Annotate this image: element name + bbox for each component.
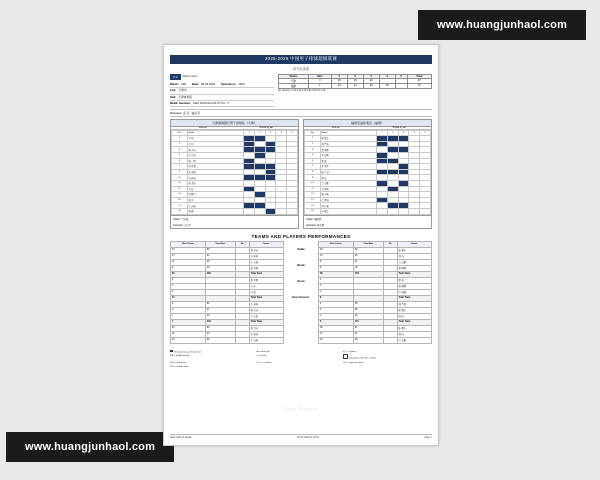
team-total: 97 <box>407 78 431 83</box>
watermark-bottom: www.huangjunhaol.com <box>6 432 174 462</box>
coach-label: Coach: 谢国臣 <box>304 215 431 222</box>
category-block: Block <box>297 262 305 267</box>
referees-bar: Referees: 孟 乔 , 曲必芳 <box>170 109 432 117</box>
match-header <box>170 74 432 108</box>
set-score: 18 <box>379 83 395 88</box>
table-row: 7 张 冠华 <box>305 164 431 170</box>
coach-label: Coach: 王宝泉 <box>171 215 298 222</box>
col-no: No. <box>172 130 188 136</box>
col-set5: 5 <box>395 74 407 78</box>
table-row: 3 黄 明辉 <box>319 283 432 289</box>
performance-right <box>318 241 432 344</box>
table-row: 21 43 李 岩岩 <box>171 331 284 337</box>
info-key: Hall: <box>170 94 177 99</box>
set-score: 25 <box>363 83 379 88</box>
empty-square-icon <box>343 354 348 359</box>
col-no: No. <box>305 130 321 136</box>
table-row: 10 吴 志鹏 <box>305 180 431 186</box>
info-value: A65 <box>181 81 186 86</box>
set-score <box>395 83 407 88</box>
lineup-label: Line-up <box>198 126 207 129</box>
table-row: 16 刘 洋 <box>172 197 298 203</box>
set-score: 25 <box>347 78 363 83</box>
match-info-block <box>170 74 274 108</box>
table-row: 12 29 于 垚辰 <box>171 259 284 265</box>
team-sets: 1 <box>308 83 331 88</box>
info-key: Match duration: <box>170 101 191 105</box>
filled-square-icon <box>170 350 173 353</box>
table-row: 4 郭 成 <box>319 277 432 283</box>
info-key: Match: <box>170 81 180 86</box>
player-table <box>171 130 298 215</box>
assistant-label: Assistant: 李小平 <box>173 223 192 227</box>
table-row: 2 李 铭 <box>171 289 284 295</box>
info-key: Spectators: <box>221 81 237 86</box>
ghost-logo: Data Project <box>283 406 319 411</box>
table-total-row: 59 156 Total Team <box>319 271 432 277</box>
table-row: 1 李 铭 <box>172 136 298 142</box>
col-name: Name <box>321 130 377 136</box>
col-teams: Teams <box>279 74 309 78</box>
table-row: 17 41 李 岩岩 <box>171 253 284 259</box>
table-row: 10 李 岩岩 <box>172 175 298 181</box>
legend-col: Digs = Excellent <box>170 361 186 364</box>
legend-col: Starting line-up with position <box>170 350 256 355</box>
table-row: 16 钟 伟鑫 <box>305 203 431 209</box>
performance-categories <box>288 241 314 305</box>
info-row <box>170 101 274 107</box>
table-row: 3 王 径 <box>171 283 284 289</box>
team-title: 天津渤海银行男子排球队（天津） <box>171 120 298 126</box>
set-score: 22 <box>363 78 379 83</box>
table-row: 3 刘 力宾 <box>172 147 298 153</box>
table-row: 6 张 哲嘉 <box>171 277 284 283</box>
table-row <box>279 83 432 88</box>
table-total-row: 7 133 Total Team <box>171 319 284 325</box>
col-no: No <box>235 241 249 247</box>
page-subtitle: 官方记录表 <box>293 66 309 71</box>
legend-col: MB = Middle blocker <box>170 355 190 358</box>
table-row: 9 林 涛 <box>305 175 431 181</box>
col-sets: Sets <box>308 74 331 78</box>
table-row: 4 王 瑞鑫 <box>305 152 431 158</box>
info-value: 天津体育馆 <box>178 94 193 99</box>
info-value: 1100 <box>238 81 245 86</box>
table-row: 2 41 刘 力宾 <box>171 307 284 313</box>
table-row: 18 杨 帆 <box>172 208 298 214</box>
table-row: 1 陈 嘉杰 <box>305 136 431 142</box>
footer-center: 05.03.2026 21:04:02 <box>297 436 319 439</box>
document-page <box>163 44 439 446</box>
col-set1: 1 <box>331 74 347 78</box>
table-row: 12 33 吴 志鹏 <box>319 337 432 343</box>
info-value: Start 19:00 End 20:47 Tot :<? <box>192 101 230 105</box>
legend-col: (L) = L = Libero <box>256 361 272 364</box>
team-name: 福建 <box>279 83 309 88</box>
lineups-section <box>170 119 432 228</box>
table-row: 18 何 俊杰 <box>305 208 431 214</box>
match-result-label: Match result <box>182 75 197 79</box>
col-total: Total <box>407 74 431 78</box>
category-spike: Spike <box>297 246 305 251</box>
col-total-atts: Total Atts <box>353 241 383 247</box>
info-key: Date: <box>192 81 199 86</box>
table-row: 6 郭 成 <box>305 158 431 164</box>
team-total: 72 <box>407 83 431 88</box>
legend <box>170 350 432 369</box>
player-table <box>304 130 431 215</box>
performances-section <box>170 241 432 344</box>
table-row: 1 20 林 涛 <box>319 313 432 319</box>
col-s4: 4 <box>276 130 287 136</box>
col-won-points: Won Points <box>319 241 354 247</box>
table-total-row: 12 Total Team <box>171 295 284 301</box>
table-row: 14 45 林 涛 <box>319 253 432 259</box>
match-result-chip: P-2 <box>170 74 181 80</box>
table-row: 9 31 吴 志鹏 <box>319 259 432 265</box>
info-value: 天津市 <box>178 88 187 93</box>
table-row: 11 陈 龙海 <box>172 180 298 186</box>
col-s2: 2 <box>387 130 398 136</box>
table-row: 17 47 林 涛 <box>319 331 432 337</box>
table-row: 14 38 于 垚辰 <box>171 337 284 343</box>
points-by-set-label: Points by set <box>392 126 406 129</box>
col-set3: 3 <box>363 74 379 78</box>
col-s3: 3 <box>265 130 276 136</box>
col-set2: 2 <box>347 74 363 78</box>
col-no: No <box>383 241 397 247</box>
col-s5: 5 <box>420 130 431 136</box>
team-lineup-left <box>170 119 299 228</box>
table-row: 3 黄 明辉 <box>305 147 431 153</box>
table-row: 11 李 润铭 <box>305 186 431 192</box>
performance-left <box>170 241 284 344</box>
legend-col: S = Setter <box>256 355 267 358</box>
team-name: 天津 <box>279 78 309 83</box>
legend-col: Substitute with shirt number <box>343 354 429 361</box>
lineup-label: Line-up <box>331 126 340 129</box>
table-row: 30 62 陈 嘉杰 <box>319 247 432 253</box>
page-footer <box>170 434 432 439</box>
table-row: 6 18 黄 明辉 <box>319 265 432 271</box>
table-row: 5 王 东宸 <box>172 152 298 158</box>
watermark-top: www.huangjunhaol.com <box>418 10 586 40</box>
col-s1: 1 <box>244 130 255 136</box>
table-row: 7 张 哲嘉 <box>172 164 298 170</box>
perf-table-left <box>170 241 284 344</box>
team-title: 福建安溪铁观音（福建） <box>304 120 431 126</box>
table-row: 8 陈 子豪 <box>305 169 431 175</box>
assistant-label: Assistant: 林志勇 <box>306 223 325 227</box>
perf-table-right <box>318 241 432 344</box>
col-s2: 2 <box>254 130 265 136</box>
col-s5: 5 <box>287 130 298 136</box>
legend-col: OH = Outside hitter <box>170 365 189 368</box>
legend-col: Ac = Aces/pts <box>256 350 270 353</box>
table-row: 14 张 鹏飞 <box>172 192 298 198</box>
table-row: 12 王 磊 <box>172 186 298 192</box>
col-set4: 4 <box>379 74 395 78</box>
footer-left: Data Volley & Media <box>170 436 192 439</box>
page-title: 2025-2026 中国男子排球超级联赛 <box>170 55 432 64</box>
match-result-row <box>170 74 274 80</box>
col-total-atts: Total Atts <box>205 241 235 247</box>
col-won-points: Won Points <box>171 241 206 247</box>
legend-col: (C) = Captain <box>342 350 356 353</box>
col-name: Name <box>188 130 244 136</box>
set-score: 15 <box>331 83 347 88</box>
col-name: Name <box>249 241 283 247</box>
table-row: 2 林 昌铭 <box>305 141 431 147</box>
team-sets: 3 <box>308 78 331 83</box>
sets-table <box>278 74 432 89</box>
sets-block <box>278 74 432 108</box>
table-row: 8 19 张 哲嘉 <box>171 265 284 271</box>
col-s4: 4 <box>409 130 420 136</box>
table-row: 1 22 王 东宸 <box>171 313 284 319</box>
table-row: 33 52 刘 力宾 <box>171 325 284 331</box>
category-best-scorers: Best Scorers <box>292 294 310 299</box>
table-row: 30 51 陈 嘉杰 <box>319 325 432 331</box>
table-row: 17 于 垚辰 <box>172 203 298 209</box>
table-row: 33 58 刘 力宾 <box>171 247 284 253</box>
table-total-row: 5 115 Total Team <box>319 319 432 325</box>
col-s1: 1 <box>377 130 388 136</box>
info-key: City: <box>170 88 177 93</box>
col-name: Name <box>397 241 431 247</box>
table-total-row: 8 Total Team <box>319 295 432 301</box>
legend-col: OP = Opposite spiker <box>342 361 364 364</box>
performances-title: TEAMS AND PLAYERS PERFORMANCES <box>251 233 351 239</box>
info-value: 05.03.2026 <box>201 81 215 86</box>
table-row: 6 杨 一鸣 <box>172 158 298 164</box>
table-row: 4 66 李 岩岩 <box>171 301 284 307</box>
table-total-row: 82 158 Total Team <box>171 271 284 277</box>
table-row: 2 王 径 <box>172 141 298 147</box>
category-serve: Serve <box>297 278 305 283</box>
table-row: 15 许 嘉睿 <box>305 197 431 203</box>
set-score: 14 <box>347 83 363 88</box>
table-row: 1 王 瑞鑫 <box>319 289 432 295</box>
col-s3: 3 <box>398 130 409 136</box>
table-row: 2 59 林 昌铭 <box>319 301 432 307</box>
table-row: 13 杨 家骏 <box>305 192 431 198</box>
team-lineup-right <box>303 119 432 228</box>
table-row: 2 36 陈 嘉杰 <box>319 307 432 313</box>
set-score: 25 <box>331 78 347 83</box>
set-duration-row: Set duration: 0:23 0:22 0:25 0:26 0:00 Tot 1:36 <box>278 89 326 92</box>
table-row: 9 孙 光明 <box>172 169 298 175</box>
points-by-set-label: Points by set <box>259 126 273 129</box>
footer-right: Page 1 <box>424 436 432 439</box>
